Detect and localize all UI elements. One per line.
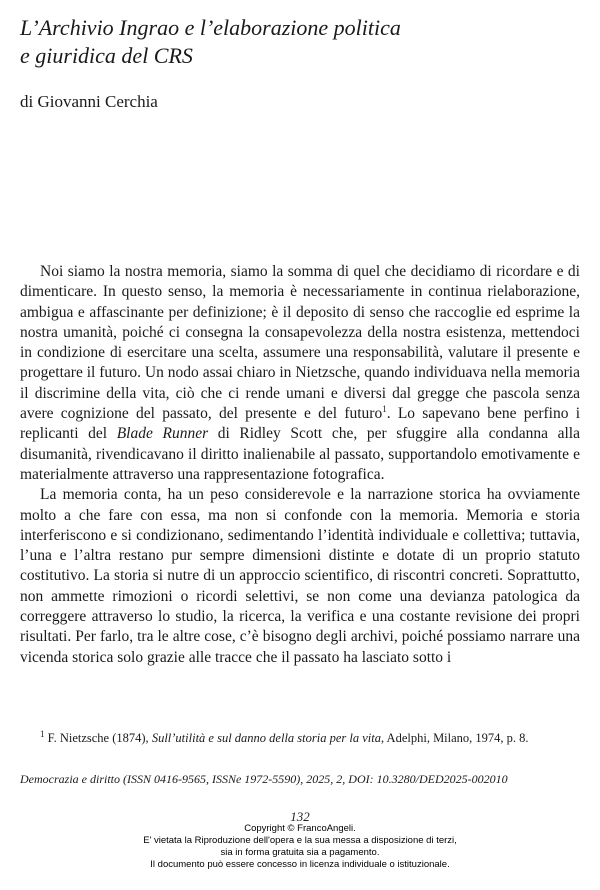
- page-number: 132: [290, 809, 310, 824]
- body-paragraph-1-text-a: Noi siamo la nostra memoria, siamo la somma di quel che decidiamo di ricordare e di dimenticare. In questo senso, la memoria è necessariamente in continua rielaborazione, ambigua e affascinante per definizione; è il deposito di senso che raccoglie ed esprime la nostra umanità, poiché ci consegna la consapevolezza della nostra esistenza, mettendoci in condizione di esercitare una scelta, assumere una responsabilità, valutare il presente e progettare il futuro. Un nodo assai chiaro in Nietzsche, quando individuava nella memoria il discrimine della vita, ciò che ci rende umani e diversi dal gregge che pascola senza avere cognizione del passato, del presente e del futuro: [20, 263, 580, 423]
- article-title: [20, 14, 580, 70]
- footnote-text-a: F. Nietzsche (1874),: [47, 731, 152, 745]
- body-paragraph-1: [20, 262, 580, 485]
- footnote-work-title: Sull’utilità e sul danno della storia per la vita: [151, 731, 381, 745]
- body-paragraph-2: La memoria conta, ha un peso considerevole e la narrazione storica ha ovviamente molto a che fare con essa, ma non si confonde con la memoria. Memoria e storia interferiscono e si condizionano, sedimentando l’identità individuale e collettiva; tuttavia, l’una e l’altra restano pur sempre dimensioni distinte e dotate di un proprio statuto costitutivo. La storia si nutre di un approccio scientifico, di riscontri concreti. Soprattutto, non ammette rimozioni o ricordi selettivi, se non come una devianza patologica da correggere attraverso lo studio, la ricerca, la verifica e una costante revisione dei propri risultati. Per farlo, tra le altre cose, c’è bisogno degli archivi, poiché possiamo narrare una vicenda storica solo grazie alle tracce che il passato ha lasciato sotto i: [20, 486, 580, 666]
- copyright-line-2: E' vietata la Riproduzione dell'opera e la sua messa a disposizione di terzi,: [143, 835, 457, 846]
- article-title-line-1: L’Archivio Ingrao e l’elaborazione politica: [20, 15, 401, 40]
- body-paragraph-1-text-b: . Lo sapevano bene perfino i replicanti del: [20, 405, 580, 443]
- article-author: di Giovanni Cerchia: [20, 92, 158, 111]
- body-paragraph-1-text-c: di Ridley Scott che, per sfuggire alla condanna alla disumanità, rivendicavano il diritto inalienabile al passato, supportandolo emotivamente e materialmente attraverso una rappresentazione fotografica.: [20, 425, 580, 483]
- journal-citation: Democrazia e diritto (ISSN 0416-9565, ISSNe 1972-5590), 2025, 2, DOI: 10.3280/DED2025-002010: [20, 772, 508, 786]
- copyright-line-4: Il documento può essere concesso in licenza individuale o istituzionale.: [150, 859, 450, 870]
- article-title-line-2: e giuridica del CRS: [20, 43, 193, 68]
- film-title: Blade Runner: [116, 425, 209, 443]
- copyright-line-1: Copyright © FrancoAngeli.: [244, 823, 356, 834]
- footnote-text-b: , Adelphi, Milano, 1974, p. 8.: [380, 731, 529, 745]
- copyright-notice: [0, 823, 600, 871]
- article-body: [20, 262, 580, 668]
- footnote-reference[interactable]: 1: [382, 403, 387, 414]
- footnote: [20, 730, 580, 747]
- copyright-line-3: sia in forma gratuita sia a pagamento.: [220, 847, 380, 858]
- footnote-number: 1: [40, 728, 45, 739]
